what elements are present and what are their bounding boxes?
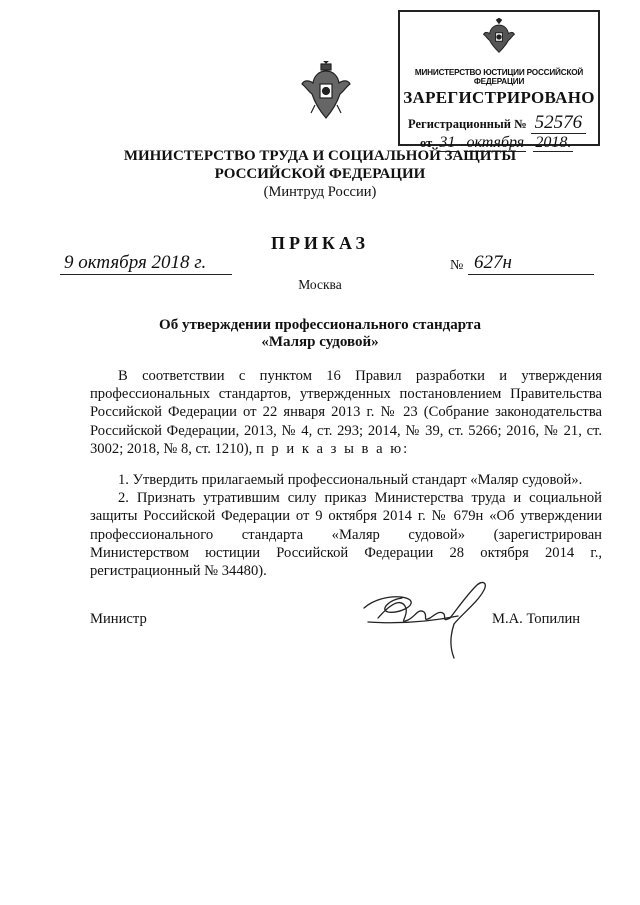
- registration-stamp: [398, 10, 600, 151]
- stamp-date-prefix: от: [420, 136, 433, 150]
- order-item-2: 2. Признать утратившим силу приказ Министерства труда и социальной защиты Российской Федерации от 9 октября 2014 г. № 679н «Об утверждении профессионального стандарта «Маляр судовой» (зарегистрирован Министерством юстиции Российской Федерации 28 октября 2014 г., регистрационный № 34480).: [90, 490, 602, 580]
- subject-line1: Об утверждении профессионального стандарта: [159, 317, 481, 333]
- signer-name: М.А. Топилин: [492, 611, 581, 627]
- intro-text: В соответствии с пунктом 16 Правил разработки и утверждения профессиональных стандартов, утвержденных постановлением Правительства Российской Федерации от 22 января 2013 г. № 23 (Собрание законодательства Российской Федерации, 2013, № 4, ст. 293; 2014, № 39, ст. 5266; 2016, № 21, ст. 3002; 2018, № 8, ст. 1210),: [90, 368, 602, 457]
- stamp-reg-row: [408, 112, 586, 134]
- coat-of-arms-icon: [301, 61, 351, 123]
- stamp-ministry: МИНИСТЕРСТВО ЮСТИЦИИ РОССИЙСКОЙ ФЕДЕРАЦИИ: [414, 68, 584, 86]
- stamp-reg-number: 52576: [531, 112, 587, 134]
- stamp-status: ЗАРЕГИСТРИРОВАНО: [403, 88, 595, 107]
- stamp-reg-label: Регистрационный №: [408, 117, 527, 131]
- coat-of-arms-icon: [482, 18, 516, 56]
- document-body: [90, 367, 602, 580]
- order-number: 627н: [468, 252, 594, 275]
- signature-icon: [358, 578, 498, 662]
- order-city: Москва: [298, 277, 342, 292]
- org-name-line2: РОССИЙСКОЙ ФЕДЕРАЦИИ: [214, 166, 426, 182]
- document-type: ПРИКАЗ: [270, 233, 370, 253]
- order-word: п р и к а з ы в а ю:: [255, 440, 410, 457]
- subject-line2: «Маляр судовой»: [261, 334, 379, 350]
- stamp-date-year: 2018.: [535, 134, 572, 151]
- intro-paragraph: [90, 367, 602, 458]
- org-name-line1: МИНИСТЕРСТВО ТРУДА И СОЦИАЛЬНОЙ ЗАЩИТЫ: [123, 148, 517, 164]
- stamp-date-month: октября: [466, 134, 525, 151]
- order-number-label: №: [450, 258, 464, 273]
- signer-position: Министр: [90, 611, 147, 627]
- stamp-date-day: 31: [439, 134, 456, 151]
- order-date: 9 октября 2018 г.: [60, 252, 232, 275]
- org-short-name: (Минтруд России): [263, 184, 377, 200]
- order-item-1: 1. Утвердить прилагаемый профессиональный стандарт «Маляр судовой».: [118, 472, 583, 489]
